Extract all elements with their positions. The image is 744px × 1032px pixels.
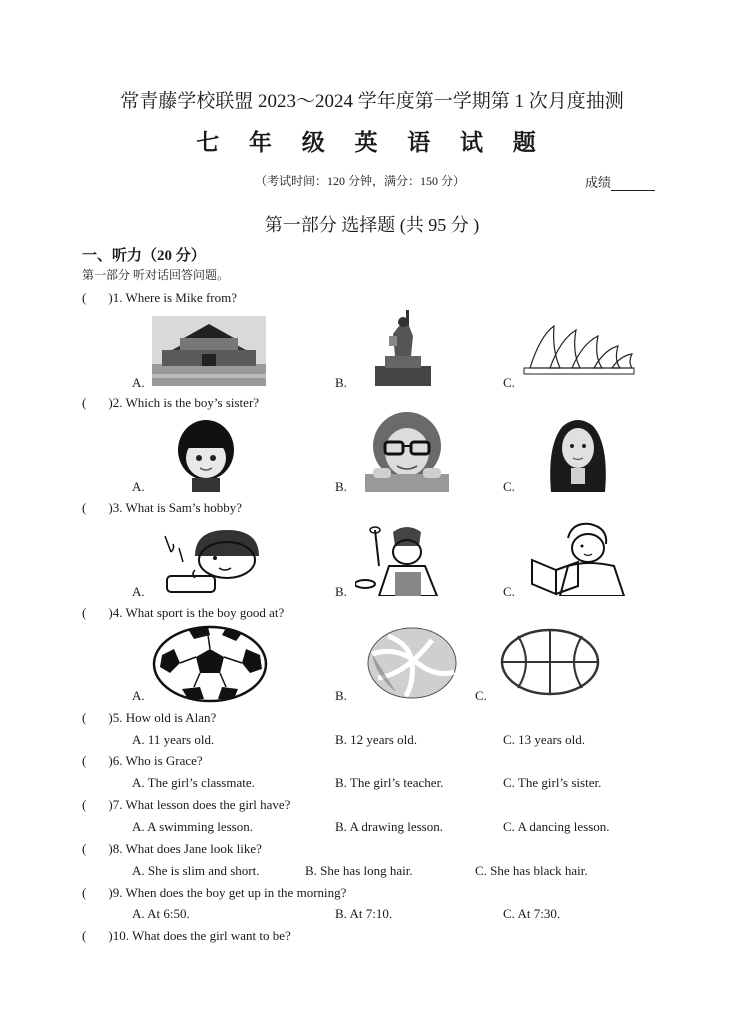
section-title: 一、听力（20 分） [82, 248, 206, 264]
option-b[interactable]: B. A drawing lesson. [335, 819, 443, 834]
question-3: ( )3. What is Sam’s hobby? [82, 500, 243, 515]
exam-info: （考试时间：120 分钟，满分：150 分） [255, 174, 466, 188]
option-a[interactable]: A. A swimming lesson. [132, 819, 253, 834]
man-cooking-image [355, 522, 451, 596]
soccer-ball-image [152, 625, 268, 703]
section-instruction: 第一部分 听对话回答问题。 [82, 268, 230, 282]
option-a[interactable]: A. 11 years old. [132, 732, 215, 747]
question-4: ( )4. What sport is the boy good at? [82, 605, 285, 620]
girl-with-glasses-image [355, 412, 459, 492]
option-c[interactable]: C. [503, 584, 515, 599]
option-b[interactable]: B. [335, 375, 347, 390]
woman-image [543, 414, 613, 492]
option-b[interactable]: B. At 7:10. [335, 906, 393, 921]
option-b[interactable]: B. [335, 688, 347, 703]
exam-subtitle: 七 年 级 英 语 试 题 [196, 130, 548, 155]
option-a[interactable]: A. [132, 479, 145, 494]
basketball-image [500, 628, 600, 696]
exam-title: 常青藤学校联盟 2023～2024 学年度第一学期第 1 次月度抽测 [120, 91, 624, 112]
option-b[interactable]: B. [335, 584, 347, 599]
option-a[interactable]: A. [132, 584, 145, 599]
statue-of-liberty-image [365, 310, 441, 386]
question-9: ( )9. When does the boy get up in the morning? [82, 885, 347, 900]
option-b[interactable]: B. 12 years old. [335, 732, 417, 747]
part-title: 第一部分 选择题 (共 95 分 ) [264, 215, 480, 235]
tiananmen-image [152, 316, 266, 386]
boy-listening-music-image [155, 522, 267, 596]
volleyball-image [366, 626, 458, 700]
question-6: ( )6. Who is Grace? [82, 753, 203, 768]
question-7: ( )7. What lesson does the girl have? [82, 797, 291, 812]
option-b[interactable]: B. She has long hair. [305, 863, 413, 878]
question-2: ( )2. Which is the boy’s sister? [82, 395, 260, 410]
option-c[interactable]: C. The girl’s sister. [503, 775, 602, 790]
option-a[interactable]: A. [132, 375, 145, 390]
sydney-opera-house-image [520, 316, 636, 378]
option-c[interactable]: C. [503, 375, 515, 390]
question-5: ( )5. How old is Alan? [82, 710, 217, 725]
score-field [585, 172, 655, 191]
option-a[interactable]: A. [132, 688, 145, 703]
option-c[interactable]: C. 13 years old. [503, 732, 585, 747]
option-b[interactable]: B. [335, 479, 347, 494]
option-c[interactable]: C. [475, 688, 487, 703]
question-8: ( )8. What does Jane look like? [82, 841, 262, 856]
option-c[interactable]: C. A dancing lesson. [503, 819, 610, 834]
score-blank[interactable] [611, 178, 655, 191]
boy-reading-image [528, 520, 628, 596]
option-a[interactable]: A. At 6:50. [132, 906, 190, 921]
option-c[interactable]: C. At 7:30. [503, 906, 561, 921]
option-a[interactable]: A. The girl’s classmate. [132, 775, 255, 790]
option-c[interactable]: C. She has black hair. [475, 863, 588, 878]
score-label: 成绩 [585, 175, 612, 190]
option-b[interactable]: B. The girl’s teacher. [335, 775, 444, 790]
option-c[interactable]: C. [503, 479, 515, 494]
option-a[interactable]: A. She is slim and short. [132, 863, 260, 878]
question-10: ( )10. What does the girl want to be? [82, 928, 291, 943]
question-1: ( )1. Where is Mike from? [82, 290, 237, 305]
little-girl-image [170, 418, 242, 492]
